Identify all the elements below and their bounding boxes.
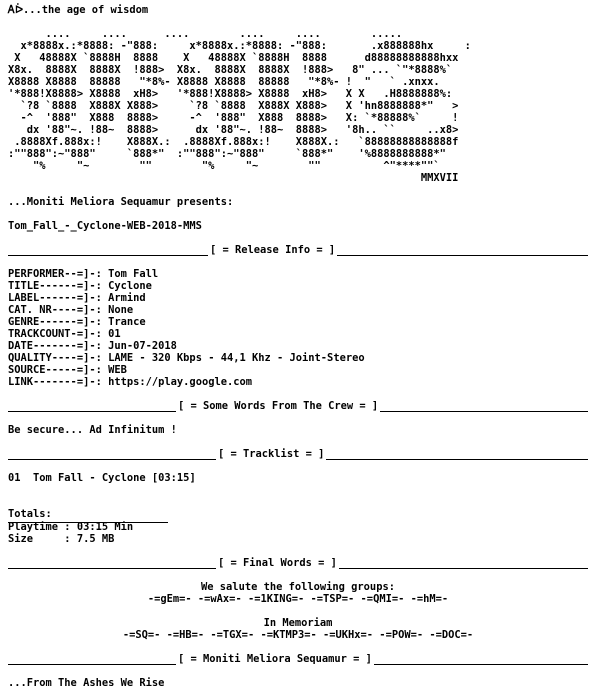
salute-title: We salute the following groups:	[201, 581, 395, 593]
logo-line: "% "~ "" "% "~ "" ^"****""`	[8, 160, 440, 172]
final-words-heading: [ = Final Words = ]	[8, 557, 588, 569]
logo-line: '*888!X8888> X8888 xH8> '*888!X8888> X8888 xH8> X X .H8888888%:	[8, 88, 453, 100]
logo-line: X8888 X8888 88888 "*8%- X8888 X8888 88888 "*8%- ! " ` .xnxx.	[8, 76, 440, 88]
ascii-logo	[8, 28, 588, 184]
logo-line: dx '88"~. !88~ 8888> dx '88"~. !88~ 8888> '8h.. `` ..x8>	[8, 124, 459, 136]
info-row-label: LABEL------=]-: Armind	[8, 292, 146, 304]
info-row-date: DATE-------=]-: Jun-07-2018	[8, 340, 177, 352]
logo-line: X8x. 8888X 8888X !888> X8x. 8888X 8888X !888> 8" ... `"*8888%`	[8, 64, 453, 76]
totals-playtime: Playtime : 03:15 Min	[8, 521, 134, 533]
info-row-catnr: CAT. NR----=]-: None	[8, 304, 134, 316]
totals-size: Size : 7.5 MB	[8, 533, 115, 545]
logo-line: X 48888X `8888H 8888 X 48888X `8888H 8888 d88888888888hxx	[8, 52, 459, 64]
track-title: Tom Fall - Cyclone	[33, 472, 146, 484]
info-row-source: SOURCE-----=]-: WEB	[8, 364, 127, 376]
release-name: Tom_Fall_-_Cyclone-WEB-2018-MMS	[8, 220, 202, 232]
track-number: 01	[8, 472, 21, 484]
presents-line: ...Moniti Meliora Sequamur presents:	[8, 196, 234, 208]
logo-line: `?8 `8888 X888X X888> `?8 `8888 X888X X888> X 'hn8888888*" >	[8, 100, 459, 112]
closing-line: ...From The Ashes We Rise	[8, 677, 165, 689]
logo-line: .8888Xf.888x:! X888X.: .8888Xf.888x:! X888X.: `88888888888888f	[8, 136, 459, 148]
release-info-table	[8, 268, 588, 388]
footer-heading: [ = Moniti Meliora Sequamur = ]	[8, 653, 588, 665]
source-link[interactable]: https://play.google.com	[108, 376, 252, 388]
release-info-heading: [ = Release Info = ]	[8, 244, 588, 256]
logo-line: x*8888x.:*8888: -"888: x*8888x.:*8888: -"888: .x888888hx :	[8, 40, 471, 52]
totals-heading: Totals:	[8, 508, 52, 520]
logo-line: MMXVII	[8, 172, 459, 184]
nfo-document	[8, 4, 588, 689]
intro-line: Ꭺᐆ...the age of wisdom	[8, 4, 149, 16]
logo-line: .... .... .... .... .... .....	[8, 28, 403, 40]
info-row-performer: PERFORMER--=]-: Tom Fall	[8, 268, 159, 280]
memoriam-title: In Memoriam	[263, 617, 333, 629]
memoriam-groups: -=SQ=- -=HB=- -=TGX=- -=KTMP3=- -=UKHx=- -=POW=- -=DOC=-	[122, 629, 474, 641]
info-row-link: LINK-------=]-: https://play.google.com	[8, 376, 252, 388]
info-row-title: TITLE------=]-: Cyclone	[8, 280, 152, 292]
tracklist-heading: [ = Tracklist = ]	[8, 448, 588, 460]
track-duration: [03:15]	[151, 472, 196, 484]
info-row-quality: QUALITY----=]-: LAME - 320 Kbps - 44,1 Khz - Joint-Stereo	[8, 352, 365, 364]
info-row-genre: GENRE------=]-: Trance	[8, 316, 146, 328]
logo-line: -^ '888" X888 8888> -^ '888" X888 8888> X: `*88888%` !	[8, 112, 459, 124]
crew-words-text: Be secure... Ad Infinitum !	[8, 424, 177, 436]
logo-line: :""888":~"888" `888*" :""888":~"888" `888*" '%8888888888*"	[8, 148, 446, 160]
salute-groups: -=gEm=- -=wAx=- -=1KING=- -=TSP=- -=QMI=- -=hM=-	[147, 593, 449, 605]
nfo-text	[8, 4, 588, 689]
info-row-trackcount: TRACKCOUNT-=]-: 01	[8, 328, 121, 340]
track-row	[8, 472, 588, 484]
crew-words-heading: [ = Some Words From The Crew = ]	[8, 400, 588, 412]
